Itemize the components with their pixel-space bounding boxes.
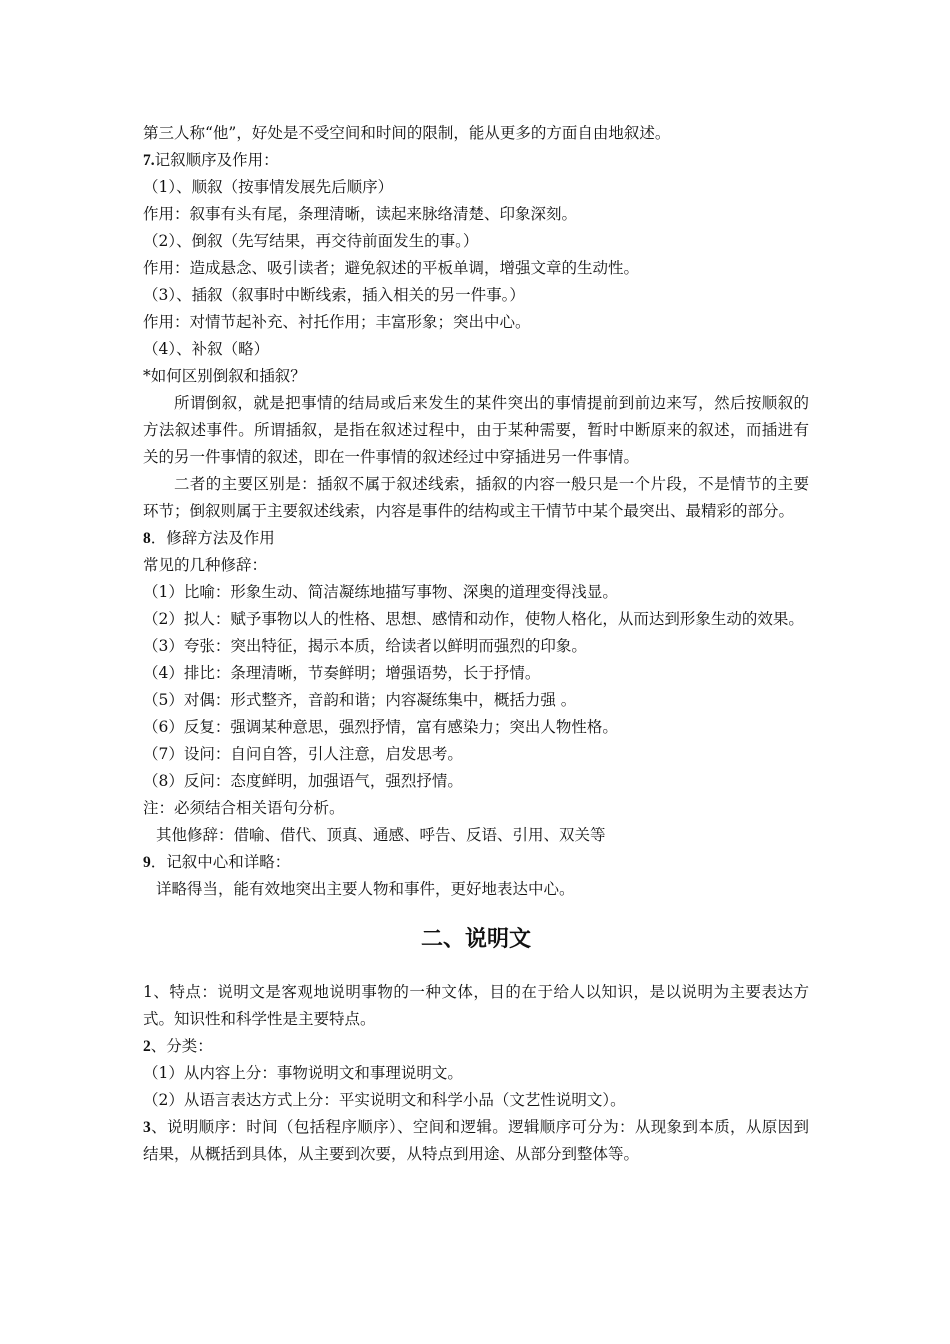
item-8-heading <box>143 525 809 552</box>
item-title: 、分类： <box>150 1037 213 1055</box>
rhetoric-item: （1）比喻：形象生动、简洁凝练地描写事物、深奥的道理变得浅显。 <box>143 583 618 601</box>
order-line: 作用：对情节起补充、衬托作用；丰富形象；突出中心。 <box>143 313 531 331</box>
rhetoric-item: （6）反复：强调某种意思，强烈抒情，富有感染力；突出人物性格。 <box>143 718 618 736</box>
other-rhetoric-line: 其他修辞：借喻、借代、顶真、通感、呼告、反语、引用、双关等 <box>156 826 606 844</box>
order-line: （2）、倒叙（先写结果，再交待前面发生的事。） <box>143 232 479 250</box>
item-title: ．记叙中心和详略： <box>150 853 291 871</box>
item-3-paragraph <box>143 1114 809 1168</box>
item-number: 7. <box>143 152 155 169</box>
order-line: （4）、补叙（略） <box>143 340 270 358</box>
rhetoric-item: （2）拟人：赋予事物以人的性格、思想、感情和动作，使物人格化，从而达到形象生动的效果。 <box>143 610 804 628</box>
item-number: 8 <box>143 530 151 547</box>
intro-line: 第三人称“他”，好处是不受空间和时间的限制，能从更多的方面自由地叙述。 <box>143 124 671 142</box>
expository-feature: 1、特点：说明文是客观地说明事物的一种文体，目的在于给人以知识，是以说明为主要表达方式。知识性和科学性是主要特点。 <box>143 983 809 1028</box>
order-line: （1）、顺叙（按事情发展先后顺序） <box>143 178 394 196</box>
item-7-heading <box>143 147 809 174</box>
item-2-heading <box>143 1033 809 1060</box>
item-number: 2 <box>143 1038 151 1055</box>
note-line: 注：必须结合相关语句分析。 <box>143 799 345 817</box>
item-number: 3 <box>143 1119 151 1136</box>
item-text: 、说明顺序：时间（包括程序顺序）、空间和逻辑。逻辑顺序可分为：从现象到本质，从原因到结果，从概括到具体，从主要到次要，从特点到用途、从部分到整体等。 <box>143 1118 809 1163</box>
item-number: 9 <box>143 854 151 871</box>
rhetoric-item: （7）设问：自问自答，引人注意，启发思考。 <box>143 745 463 763</box>
page-content <box>143 120 809 1168</box>
paragraph-flashback-insertion: 所谓倒叙，就是把事情的结局或后来发生的某件突出的事情提前到前边来写，然后按顺叙的方法叙述事件。所谓插叙，是指在叙述过程中，由于某种需要，暂时中断原来的叙述，而插进有关的另一件事情的叙述，即在一件事情的叙述经过中穿插进另一件事情。 <box>143 394 809 466</box>
class-line: （1）从内容上分：事物说明文和事理说明文。 <box>143 1064 463 1082</box>
order-line: 作用：造成悬念、吸引读者；避免叙述的平板单调，增强文章的生动性。 <box>143 259 640 277</box>
order-line: （3）、插叙（叙事时中断线索，插入相关的另一件事。） <box>143 286 525 304</box>
item-9-heading <box>143 849 809 876</box>
class-line: （2）从语言表达方式上分：平实说明文和科学小品（文艺性说明文）。 <box>143 1091 626 1109</box>
item-title: ．修辞方法及作用 <box>150 529 275 547</box>
section-heading: 二、说明文 <box>420 927 531 952</box>
rhetoric-item: （5）对偶：形式整齐，音韵和谐；内容凝练集中，概括力强 。 <box>143 691 577 709</box>
rhetoric-item: （4）排比：条理清晰，节奏鲜明；增强语势，长于抒情。 <box>143 664 541 682</box>
rhetoric-item: （8）反问：态度鲜明，加强语气，强烈抒情。 <box>143 772 463 790</box>
common-rhetoric-label: 常见的几种修辞： <box>143 556 268 574</box>
question-line: *如何区别倒叙和插叙？ <box>143 367 306 385</box>
detail-line: 详略得当，能有效地突出主要人物和事件，更好地表达中心。 <box>156 880 575 898</box>
rhetoric-item: （3）夸张：突出特征，揭示本质，给读者以鲜明而强烈的印象。 <box>143 637 587 655</box>
order-line: 作用：叙事有头有尾，条理清晰，读起来脉络清楚、印象深刻。 <box>143 205 578 223</box>
item-title: 记叙顺序及作用： <box>154 151 279 169</box>
paragraph-difference: 二者的主要区别是：插叙不属于叙述线索，插叙的内容一般只是一个片段，不是情节的主要环节；倒叙则属于主要叙述线索，内容是事件的结构或主干情节中某个最突出、最精彩的部分。 <box>143 475 809 520</box>
